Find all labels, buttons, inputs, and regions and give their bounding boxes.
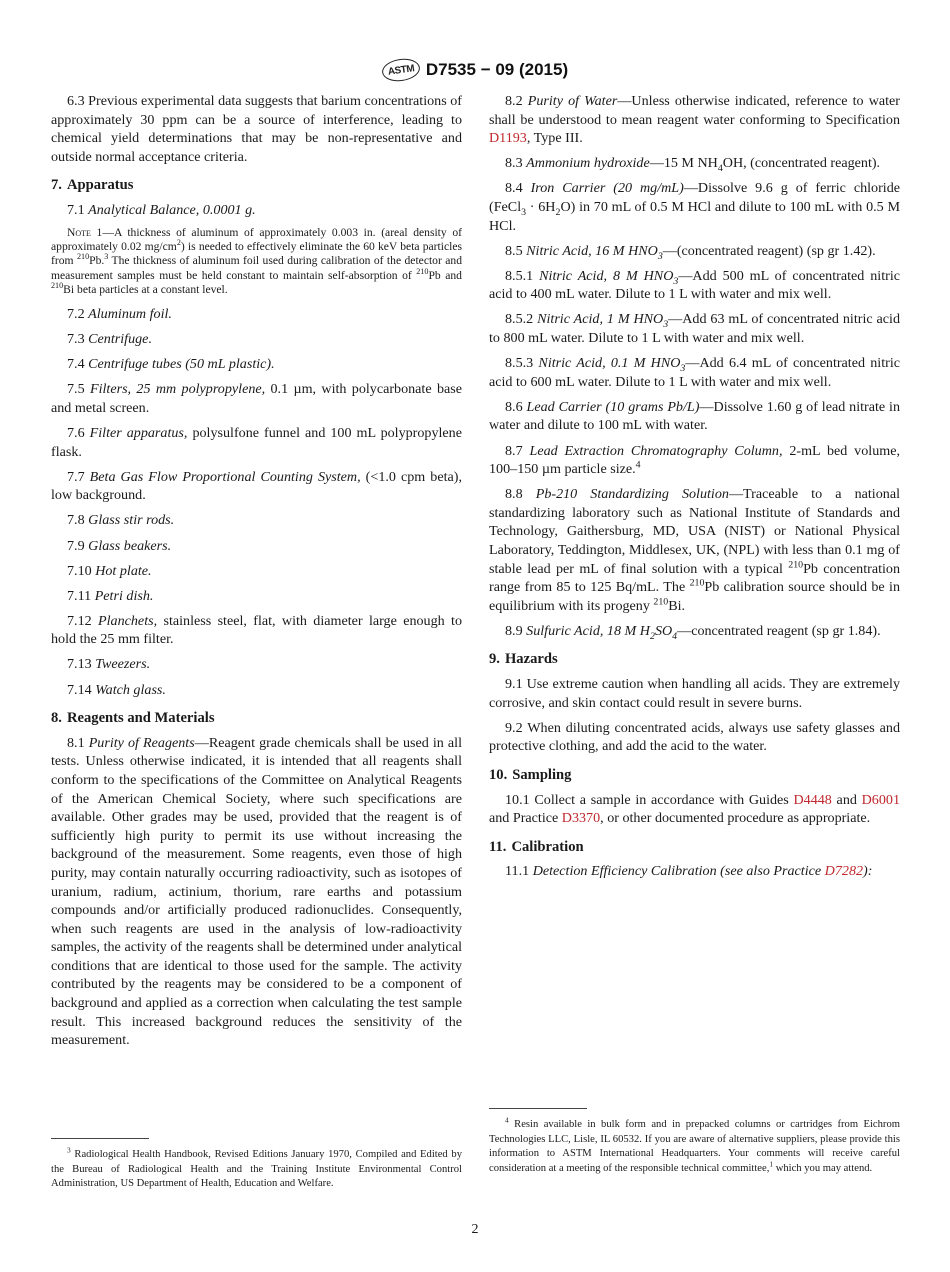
item-7-4: 7.4 Centrifuge tubes (50 mL plastic). [67, 356, 275, 373]
standard-designation: D7535 − 09 (2015) [425, 60, 569, 79]
item-8-5-3: 8.5.3 Nitric Acid, 0.1 M $HNO_3—Add$ 6.4 mL of concentrated nitric acid to 600 mL water. Dilute to 1 L with water and mix well. [489, 355, 900, 390]
left-column [51, 92, 462, 1056]
item-8-8: 8.8 Pb-210 Standardizing Solution—Traceable to a national standardizing laboratory such as National Institute of Standards and Technology, Gaithersburg, MD, USA (NIST) or National Physical Laboratory, Teddington, Middlesex, UK, (NPL) with less than 0.1 mg of stable lead per mL of final solution with a typical $^{210}$Pb concentration range from 85 to 125 Bq/mL. The $^{210}$Pb calibration source should be in equilibrium with its progeny $^{210}$Bi. [489, 486, 901, 614]
item-7-1: 7.1 Analytical Balance, 0.0001 g. [67, 201, 256, 218]
item-10-1: 10.1 Collect a sample in accordance with Guides D4448 and D6001 and Practice D3370, or other documented procedure as appropriate. [489, 791, 900, 827]
item-8-3: 8.3 Ammonium hydroxide—15 M $NH_4OH$, (concentrated reagent). [505, 155, 881, 175]
item-7-8: 7.8 Glass stir rods. [67, 512, 175, 529]
footnote-ref-3: 3 [104, 252, 109, 262]
link-d4448[interactable]: D4448 [793, 791, 832, 808]
item-8-9: 8.9 Sulfuric Acid, 18 M $H_2SO_4—concentrated$ reagent (sp gr 1.84). [505, 622, 881, 642]
page-number: 2 [471, 1222, 479, 1237]
section-11-heading: 11. Calibration [489, 838, 584, 855]
link-d1193[interactable]: D1193 [489, 130, 527, 147]
item-7-12: 7.12 Planchets, stainless steel, flat, with diameter large enough to hold the 25 mm filter. [51, 612, 462, 648]
link-d6001[interactable]: D6001 [861, 791, 900, 808]
section-9-heading: 9. Hazards [489, 651, 558, 668]
item-7-9: 7.9 Glass beakers. [67, 537, 172, 554]
item-7-6: 7.6 Filter apparatus, polysulfone funnel and 100 mL polypropylene flask. [51, 425, 462, 460]
section-10-heading: 10. Sampling [489, 766, 572, 783]
item-8-4: 8.4 Iron Carrier (20 mg/mL)—Dissolve 9.6 g of ferric chloride (FeCl$_3$ · $6H_2O$) in 70 mL of 0.5 M HCl and dilute to 100 mL with 0.5 M HCl. [489, 180, 901, 234]
footnote-rule-right [489, 1108, 587, 1109]
item-8-2: 8.2 Purity of Water—Unless otherwise indicated, reference to water shall be understood to mean reagent water conforming to Specification D1193, Type III. [489, 93, 900, 147]
footnote-4: $^4$ Resin available in bulk form and in prepacked columns or cartridges from Eichrom Technologies LLC, Lisle, IL 60532. If you are aware of alternative suppliers, please provide this information to ASTM International Headquarters. Your comments will receive careful consideration at a meeting of the responsible technical committee,$^1$ which you may attend. [489, 1115, 900, 1175]
item-7-11: 7.11 Petri dish. [67, 587, 154, 604]
item-9-1: 9.1 Use extreme caution when handling all acids. They are extremely corrosive, and skin contact could result in severe burns. [489, 676, 900, 711]
link-d3370[interactable]: D3370 [561, 810, 601, 827]
footnote-ref-4: 4 [635, 459, 641, 471]
item-8-1: 8.1 Purity of Reagents—Reagent grade chemicals shall be used in all tests. Unless otherwise indicated, it is intended that all reagents shall conform to the specifications of the Committee on Analytical Reagents of the American Chemical Society, where such specifications are available. Other grades may be used, provided that the reagent is of sufficiently high purity to permit its use without increasing the background of the measurement. Some reagents, even those of high purity, may contain naturally occurring radioactivity, such as isotopes of uranium, radium, actinium, thorium, rare earths and potassium compounds and/or artificially produced radionuclides. Consequently, when such reagents are used in the analysis of low-radioactivity samples, the activity of the reagents shall be determined under analytical conditions that are identical to those used for the sample. The activity contributed by the reagents may be considered to be a component of background and applied as a correction when calculating the test sample result. This increased background reduces the sensitivity of the measurement. [51, 734, 462, 1049]
page-header [0, 58, 950, 82]
paragraph-6-3: 6.3 Previous experimental data suggests that barium concentrations of approximately 30 ppm can be a source of interference, leading to chemical yield determinations that may be non-representative and outside normal acceptance criteria. [51, 93, 462, 165]
item-11-1: 11.1 Detection Efficiency Calibration (see also Practice D7282): [505, 863, 873, 880]
astm-logo: ASTM [381, 56, 422, 83]
item-8-5: 8.5 Nitric Acid, 16 M $HNO_3—(concentrated$ reagent) (sp gr 1.42). [505, 242, 876, 262]
item-7-7: 7.7 Beta Gas Flow Proportional Counting System, (<1.0 cpm beta), low background. [51, 468, 462, 504]
item-8-6: 8.6 Lead Carrier (10 grams Pb/L)—Dissolve 1.60 g of lead nitrate in water and dilute to 100 mL with water. [489, 398, 900, 434]
item-8-5-2: 8.5.2 Nitric Acid, 1 M $HNO_3—Add$ 63 mL of concentrated nitric acid to 800 mL water. Dilute to 1 L with water and mix well. [489, 311, 900, 347]
footnote-rule-left [51, 1138, 149, 1139]
item-7-5: 7.5 Filters, 25 mm polypropylene, 0.1 µm, with polycarbonate base and metal screen. [51, 381, 462, 416]
link-d7282[interactable]: D7282 [824, 863, 864, 880]
item-7-10: 7.10 Hot plate. [67, 562, 152, 579]
right-column [489, 92, 900, 887]
note-1: Note 1—A thickness of aluminum of approximately 0.003 in. (areal density of approximately 0.02 $mg/cm^2$) is needed to effectively eliminate the 60 keV beta particles from $^{210}$Pb.$^3$ The thickness of aluminum foil used during calibration of the detector and measurement samples must be held constant to maintain self-absorption of $^{210}$Pb and $^{210}$Bi beta particles at a constant level. [51, 226, 463, 296]
section-8-heading: 8. Reagents and Materials [51, 710, 215, 727]
item-8-7: 8.7 Lead Extraction Chromatography Column, 2-mL bed volume, 100–150 µm particle size.$^4$ [489, 442, 900, 478]
item-7-3: 7.3 Centrifuge. [67, 331, 152, 348]
item-8-5-1: 8.5.1 Nitric Acid, 8 M $HNO_3—Add$ 500 mL of concentrated nitric acid to 400 mL water. Dilute to 1 L with water and mix well. [489, 267, 900, 303]
item-7-13: 7.13 Tweezers. [67, 656, 151, 673]
footnote-3: $^3$ Radiological Health Handbook, Revised Editions January 1970, Compiled and Edited by the Bureau of Radiological Health and the Training Institute Environmental Control Administration, US Department of Health, Education and Welfare. [51, 1145, 462, 1190]
item-9-2: 9.2 When diluting concentrated acids, always use safety glasses and protective clothing, and add the acid to the water. [489, 719, 900, 755]
section-7-heading: 7. Apparatus [51, 177, 134, 194]
item-7-2: 7.2 Aluminum foil. [67, 306, 172, 323]
item-7-14: 7.14 Watch glass. [67, 681, 166, 698]
